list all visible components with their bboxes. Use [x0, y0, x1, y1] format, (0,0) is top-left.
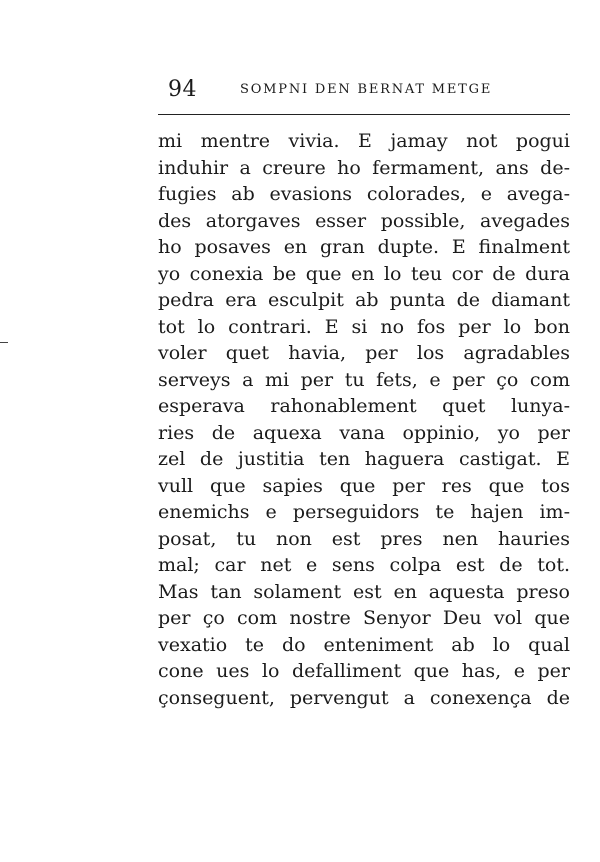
- text-line: yo conexia be que en lo teu cor de dura: [158, 262, 570, 285]
- text-line: tot lo contrari. E si no fos per lo bon: [158, 315, 570, 338]
- text-line: mal; car net e sens colpa est de tot.: [158, 554, 570, 576]
- margin-mark: [0, 342, 8, 343]
- text-line: esperava rahonablement quet lunya-: [158, 395, 570, 417]
- text-line: des atorgaves esser possible, avegades: [158, 209, 570, 232]
- text-line: Mas tan solament est en aquesta preso: [158, 580, 570, 603]
- text-line: ries de aquexa vana oppinio, yo per: [158, 421, 570, 444]
- text-line: zel de justitia ten haguera castigat. E: [158, 448, 570, 470]
- text-line: posat, tu non est pres nen hauries: [158, 527, 570, 550]
- text-line: çonseguent, pervengut a conexença de: [158, 686, 570, 709]
- text-line: serveys a mi per tu fets, e per ço com: [158, 368, 570, 391]
- header-rule: [158, 114, 570, 115]
- text-line: vexatio te do enteniment ab lo qual: [158, 633, 570, 656]
- page-number: 94: [168, 77, 197, 102]
- text-line: ho posaves en gran dupte. E finalment: [158, 236, 570, 258]
- text-line: induhir a creure ho fermament, ans de-: [158, 156, 570, 179]
- text-line: cone ues lo defalliment que has, e per: [158, 660, 570, 682]
- running-head: [168, 76, 568, 104]
- text-line: enemichs e perseguidors te hajen im-: [158, 501, 570, 523]
- text-line: vull que sapies que per res que tos: [158, 474, 570, 497]
- text-line: per ço com nostre Senyor Deu vol que: [158, 607, 570, 629]
- text-line: mi mentre vivia. E jamay not pogui: [158, 130, 570, 152]
- running-title: SOMPNI DEN BERNAT METGE: [240, 82, 493, 97]
- body-text: [158, 128, 570, 711]
- text-line: pedra era esculpit ab punta de diamant: [158, 289, 570, 311]
- text-line: fugies ab evasions colorades, e avega-: [158, 183, 570, 205]
- text-line: voler quet havia, per los agradables: [158, 342, 570, 364]
